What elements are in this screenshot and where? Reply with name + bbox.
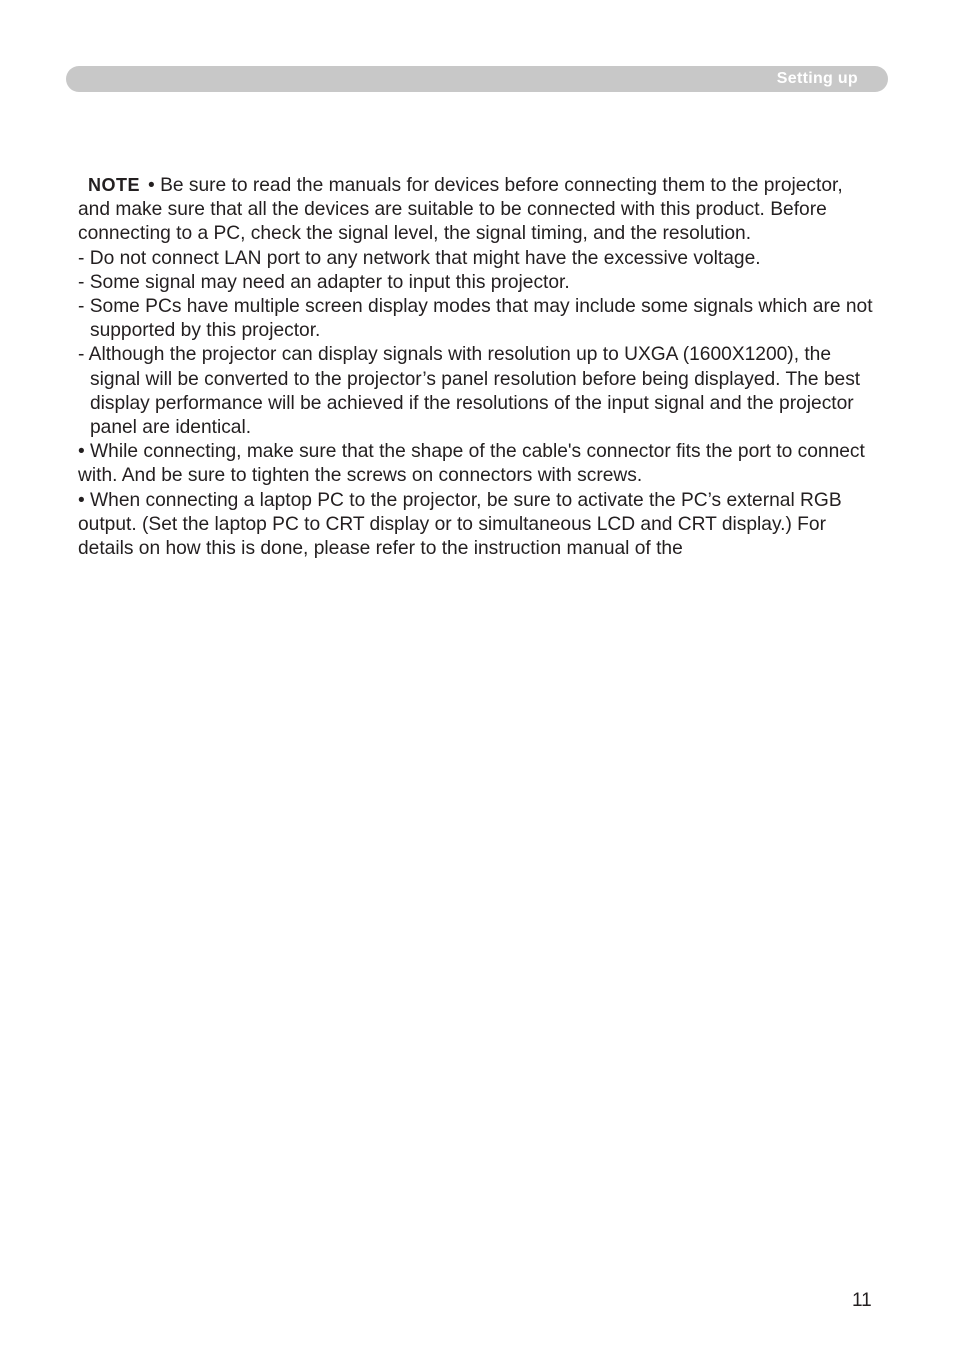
note-bullet: • When connecting a laptop PC to the projector, be sure to activate the PC’s external RGB output. (Set the laptop PC to CRT display or to simultaneous LCD and CRT display.) For details on how this is done, please refer to the instruction manual of the [78, 489, 842, 560]
note-label: NOTE [88, 175, 141, 195]
page-number: 11 [852, 1290, 872, 1311]
section-title: Setting up [776, 70, 858, 87]
note-intro-text: • Be sure to read the manuals for devices before connecting them to the projector, and make sure that all the devices are suitable to be connected with this product. Before connecting to a PC, check the signal level, the signal timing, and the resolution. [78, 175, 843, 245]
note-intro [78, 173, 878, 247]
note-block [78, 173, 878, 561]
note-sub-item: - Some PCs have multiple screen display modes that may include some signals which are not supported by this projector. [78, 296, 873, 342]
note-sub-item: - Although the projector can display signals with resolution up to UXGA (1600X1200), the signal will be converted to the projector’s panel resolution before being displayed. The best display performance will be achieved if the resolutions of the input signal and the projector panel are identical. [78, 344, 861, 439]
note-sub-item: - Some signal may need an adapter to input this projector. [78, 271, 570, 293]
note-bullet: • While connecting, make sure that the shape of the cable's connector fits the port to connect with. And be sure to tighten the screws on connectors with screws. [78, 441, 865, 487]
note-sub-item: - Do not connect LAN port to any network that might have the excessive voltage. [78, 247, 761, 269]
header-bar [66, 66, 888, 92]
